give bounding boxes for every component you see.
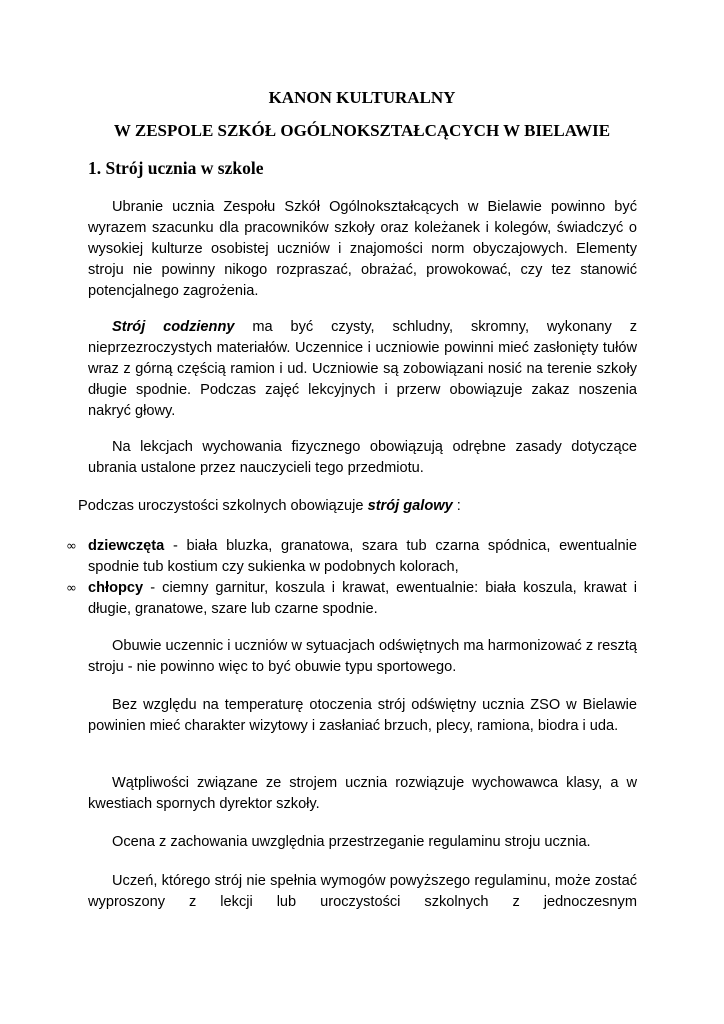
paragraph-footwear: Obuwie uczennic i uczniów w sytuacjach odświętnych ma harmonizować z resztą stroju - nie powinno więc to być obuwie typu sportowego. [88, 638, 637, 675]
paragraph-daily-dress [88, 317, 637, 422]
gala-intro-colon: : [452, 498, 461, 514]
bullet-text: - ciemny garnitur, koszula i krawat, ewentualnie: biała koszula, krawat i długie, granatowe, szare lub czarne spodnie. [88, 580, 637, 617]
daily-dress-term: Strój codzienny [112, 319, 235, 335]
paragraph-doubts: Wątpliwości związane ze strojem ucznia rozwiązuje wychowawca klasy, a w kwestiach spornych dyrektor szkoły. [88, 775, 637, 812]
bullet-term: chłopcy [88, 580, 144, 596]
gala-dress-list [66, 536, 637, 620]
list-item [66, 536, 637, 578]
infinity-bullet-icon: ∞ [66, 539, 77, 554]
gala-intro-text: Podczas uroczystości szkolnych obowiązuje [78, 498, 368, 514]
paragraph-formal-dress: Bez względu na temperaturę otoczenia strój odświętny ucznia ZSO w Bielawie powinien mieć charakter wizytowy i zasłaniać brzuch, plecy, ramiona, biodra i uda. [88, 697, 637, 734]
bullet-text: - biała bluzka, granatowa, szara tub czarna spódnica, ewentualnie spodnie tub kostium czy sukienka w podobnych kolorach, [88, 538, 637, 575]
paragraph-gala-intro [78, 496, 638, 517]
document-title: KANON KULTURALNY [268, 88, 456, 107]
gala-dress-term: strój galowy [367, 498, 453, 514]
bullet-term: dziewczęta [88, 538, 165, 554]
paragraph-grading: Ocena z zachowania uwzględnia przestrzeganie regulaminu stroju ucznia. [112, 834, 591, 850]
daily-dress-text: ma być czysty, schludny, skromny, wykonany z nieprzezroczystych materiałów. Uczennice i uczniowie powinni mieć zasłonięty tułów wraz z górną częścią ramion i ud. Uczniowie są zobowiązani nosić na terenie szkoły długie spodnie. Podczas zajęć lekcyjnych i przerw obowiązuje zakaz noszenia nakryć głowy. [88, 319, 638, 419]
paragraph-general: Ubranie ucznia Zespołu Szkół Ogólnokształcących w Bielawie powinno być wyrazem szacunku dla pracowników szkoły oraz koleżanek i kolegów, świadczyć o wysokiej kulturze osobistej uczniów i znajomości norm obyczajowych. Elementy stroju nie powinny nikogo rozpraszać, obrażać, prowokować, czy tez stanowić potencjalnego zagrożenia. [88, 199, 637, 299]
paragraph-consequences: Uczeń, którego strój nie spełnia wymogów powyższego regulaminu, może zostać wyproszony z lekcji lub uroczystości szkolnych z jednoczesnym [88, 873, 637, 910]
document-subtitle: W ZESPOLE SZKÓŁ OGÓLNOKSZTAŁCĄCYCH W BIELAWIE [113, 121, 611, 140]
paragraph-pe-lessons: Na lekcjach wychowania fizycznego obowiązują odrębne zasady dotyczące ubrania ustalone przez nauczycieli tego przedmiotu. [88, 439, 637, 476]
list-item [66, 578, 637, 620]
infinity-bullet-icon: ∞ [66, 581, 77, 596]
section-heading: 1. Strój ucznia w szkole [88, 158, 264, 178]
